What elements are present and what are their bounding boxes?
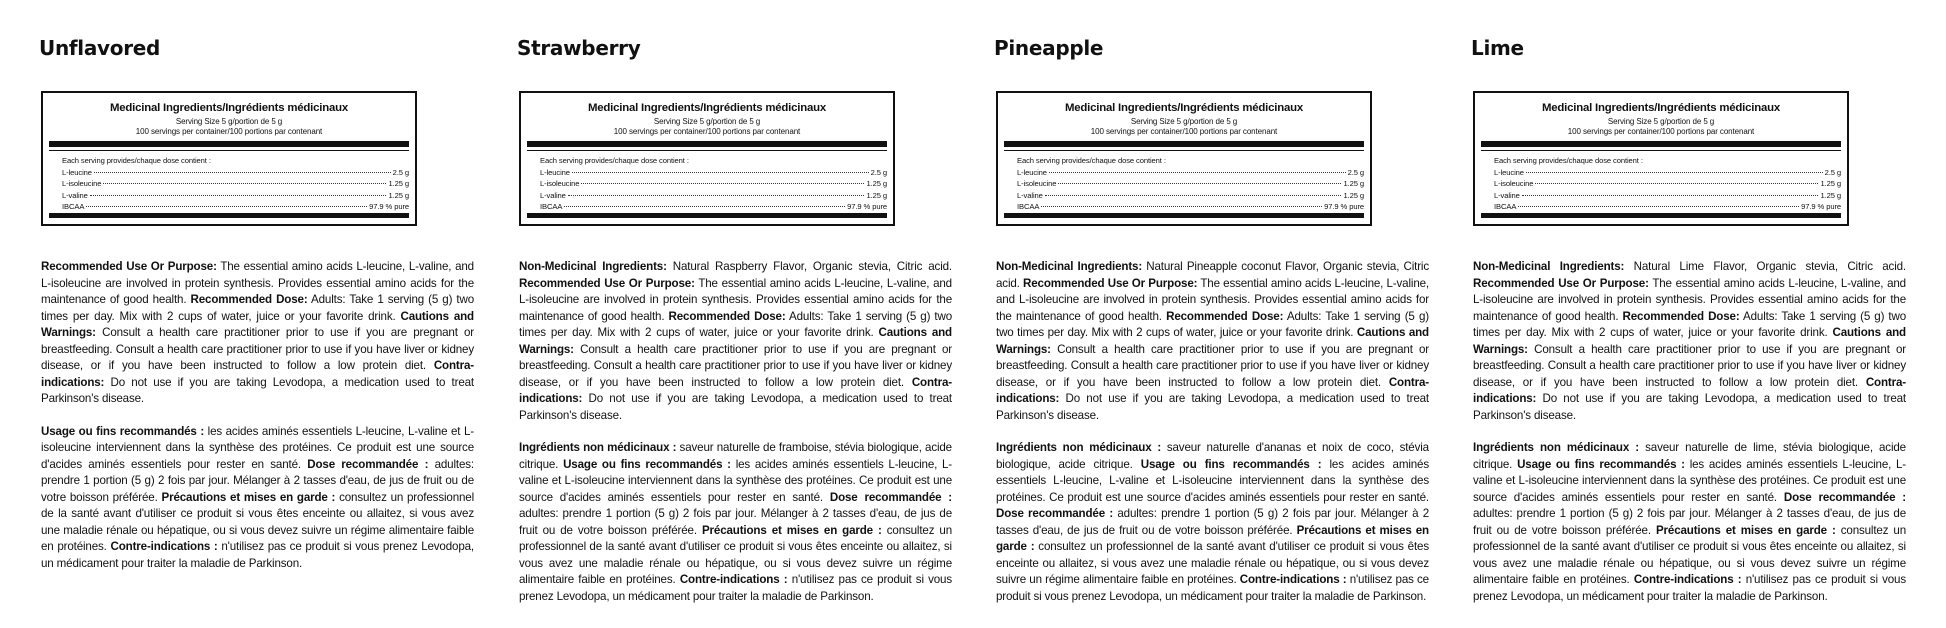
dot-leader — [564, 206, 845, 207]
usage-fr-text: les acides aminés essentiels L-leucine, L-valine et L-isoleucine interviennent dans la synthèse des protéines. Ce produit est une source d'acides aminés essentiels pour rester en santé. — [996, 457, 1429, 504]
ingredient-name: L-valine — [540, 190, 566, 200]
ingredient-name: IBCAA — [1494, 202, 1517, 212]
prec-fr-label: Précautions et mises en garde : — [161, 490, 336, 504]
serving-size: Serving Size 5 g/portion de 5 g — [653, 117, 761, 126]
rec-dose-label: Recommended Dose: — [668, 309, 786, 323]
ingredient-row — [1017, 168, 1364, 179]
ingredient-name: L-valine — [62, 190, 88, 200]
ingredient-value: 1.25 g — [866, 179, 887, 189]
ingredient-name: L-isoleucine — [1494, 179, 1534, 189]
ingredient-row — [540, 202, 887, 213]
french-paragraph — [996, 440, 1429, 605]
ingredient-name: IBCAA — [62, 202, 85, 212]
contra-fr-text: n'utilisez pas ce produit si vous prenez Levodopa, un médicament pour traiter la maladie de Parkinson. — [996, 573, 1429, 603]
contra-label: Contra-indications: — [519, 375, 952, 405]
dot-leader — [1526, 172, 1823, 173]
medicinal-ingredients-panel — [1473, 91, 1849, 226]
ingredient-value: 1.25 g — [1343, 179, 1364, 189]
thin-rule — [1004, 150, 1364, 151]
rec-use-label: Recommended Use Or Purpose: — [1473, 276, 1649, 290]
nmi-label: Non-Medicinal Ingredients: — [1473, 260, 1625, 273]
contra-text: Do not use if you are taking Levodopa, a medication used to treat Parkinson's disease. — [1473, 392, 1906, 422]
dose-fr-label: Dose recommandée : — [996, 507, 1114, 520]
rec-use-label: Recommended Use Or Purpose: — [41, 260, 217, 273]
thick-rule — [1481, 141, 1841, 147]
rec-use-text: The essential amino acids L-leucine, L-valine, and L-isoleucine are involved in protein synthesis. Provides essential amino acids for the maintenance of good health. — [996, 276, 1429, 323]
dot-leader — [90, 195, 387, 196]
ingredient-name: L-isoleucine — [540, 179, 580, 189]
contra-fr-label: Contre-indications : — [1239, 573, 1347, 586]
prec-fr-text: consultez un professionnel de la santé avant d'utiliser ce produit si vous êtes enceinte ou allaitez, si vous avez une maladie rénale ou hépatique, ou si vous devez suivre un régime alimentaire faible en protéines. — [996, 540, 1429, 586]
ingredient-row — [62, 179, 409, 190]
serving-intro: Each serving provides/chaque dose contient : — [1494, 156, 1643, 165]
ingredient-value: 97.9 % pure — [1324, 202, 1364, 212]
rec-use-text: The essential amino acids L-leucine, L-valine, and L-isoleucine are involved in protein synthesis. Provides essential amino acids for the maintenance of good health. — [1473, 276, 1906, 323]
ingredient-value: 1.25 g — [388, 179, 409, 189]
rec-dose-label: Recommended Dose: — [1622, 309, 1740, 323]
rec-dose-text: Adults: Take 1 serving (5 g) two times per day. Mix with 2 cups of water, juice or your favorite drink. — [1473, 309, 1907, 339]
ingredient-name: L-valine — [1017, 190, 1043, 200]
nmi-fr-text: saveur naturelle de lime, stévia biologique, acide citrique. — [1473, 441, 1906, 471]
ingredient-rows — [540, 168, 887, 214]
contra-label: Contra-indications: — [1473, 375, 1906, 405]
thin-rule — [527, 150, 887, 151]
dot-leader — [1041, 206, 1322, 207]
usage-fr-label: Usage ou fins recommandés : — [41, 424, 205, 438]
ingredient-value: 1.25 g — [1820, 179, 1841, 189]
ingredient-row — [1494, 168, 1841, 179]
thick-rule — [1004, 141, 1364, 147]
ingredient-name: L-isoleucine — [62, 179, 102, 189]
nmi-fr-label: Ingrédients non médicinaux : — [1473, 441, 1639, 454]
ingredient-row — [540, 168, 887, 179]
dot-leader — [86, 206, 367, 207]
contra-fr-text: n'utilisez pas ce produit si vous prenez Levodopa, un médicament pour traiter la maladie de Parkinson. — [1473, 573, 1906, 603]
dot-leader — [581, 183, 864, 184]
ingredient-value: 97.9 % pure — [1801, 202, 1841, 212]
flavor-title: Lime — [1471, 36, 1524, 60]
ingredient-value: 1.25 g — [388, 190, 409, 200]
ingredient-value: 2.5 g — [1824, 168, 1841, 177]
serving-intro: Each serving provides/chaque dose contient : — [1017, 156, 1166, 165]
ingredient-row — [1494, 202, 1841, 213]
thin-rule — [49, 150, 409, 151]
nmi-fr-label: Ingrédients non médicinaux : — [996, 441, 1162, 454]
dot-leader — [94, 172, 391, 173]
ingredient-name: L-leucine — [540, 168, 570, 177]
ingredient-row — [540, 191, 887, 202]
cautions-label: Cautions and Warnings: — [1473, 326, 1906, 356]
contra-fr-label: Contre-indications : — [110, 540, 218, 553]
contra-fr-label: Contre-indications : — [1633, 573, 1742, 586]
serving-size: Serving Size 5 g/portion de 5 g — [1130, 117, 1238, 126]
medicinal-ingredients-panel — [519, 91, 895, 226]
dot-leader — [1058, 183, 1341, 184]
contra-text: Do not use if you are taking Levodopa, a medication used to treat Parkinson's disease. — [519, 392, 952, 422]
servings-per-container: 100 servings per container/100 portions par contenant — [1567, 127, 1755, 136]
ingredient-row — [1494, 191, 1841, 202]
nmi-label: Non-Medicinal Ingredients: — [519, 260, 667, 273]
label-text — [996, 259, 1429, 621]
ingredient-row — [1017, 191, 1364, 202]
ingredient-name: L-leucine — [62, 168, 92, 177]
dot-leader — [1522, 195, 1819, 196]
english-paragraph — [1473, 259, 1906, 424]
cautions-label: Cautions and Warnings: — [41, 309, 474, 339]
thick-rule — [527, 141, 887, 147]
nmi-text: Natural Lime Flavor, Organic stevia, Citric acid. — [1624, 260, 1906, 273]
rec-use-label: Recommended Use Or Purpose: — [1023, 276, 1198, 290]
flavor-title: Unflavored — [39, 36, 161, 60]
bottom-rule — [527, 213, 887, 218]
nmi-fr-label: Ingrédients non médicinaux : — [519, 441, 677, 454]
prec-fr-label: Précautions et mises en garde : — [996, 523, 1429, 553]
nmi-fr-text: saveur naturelle d'ananas et noix de coco, stévia biologique, acide citrique. — [996, 441, 1429, 471]
rec-dose-label: Recommended Dose: — [1166, 309, 1284, 323]
nmi-label: Non-Medicinal Ingredients: — [996, 260, 1143, 273]
servings-per-container: 100 servings per container/100 portions par contenant — [613, 127, 801, 136]
nmi-wrap — [519, 260, 952, 273]
prec-fr-label: Précautions et mises en garde : — [701, 523, 882, 537]
english-paragraph — [41, 259, 474, 408]
usage-fr-text: les acides aminés essentiels L-leucine, L-valine et L-isoleucine interviennent dans la synthèse des protéines. Ce produit est une source d'acides aminés essentiels pour rester en santé. — [1473, 457, 1907, 504]
cautions-text: Consult a health care practitioner prior to use if you are pregnant or breastfeeding. Consult a health care practitioner prior to use if you have liver or kidney disease, or if you have been instructed to follow a low protein diet. — [519, 342, 952, 389]
contra-fr-text: n'utilisez pas ce produit si vous prenez Levodopa, un médicament pour traiter la maladie de Parkinson. — [41, 540, 474, 570]
ingredient-row — [1017, 202, 1364, 213]
ingredient-row — [1494, 179, 1841, 190]
rec-use-text: The essential amino acids L-leucine, L-valine, and L-isoleucine are involved in protein synthesis. Provides essential amino acids for the maintenance of good health. — [41, 260, 474, 306]
french-paragraph — [1473, 440, 1906, 605]
cautions-label: Cautions and Warnings: — [519, 326, 952, 356]
cautions-text: Consult a health care practitioner prior to use if you are pregnant or breastfeeding. Consult a health care practitioner prior to use if you have liver or kidney disease, or if you have been instructed to follow a low protein diet. — [1473, 342, 1906, 389]
usage-fr-text: les acides aminés essentiels L-leucine, L-valine et L-isoleucine interviennent dans la synthèse des protéines. Ce produit est une source d'acides aminés essentiels pour rester en santé. — [41, 424, 474, 471]
rec-use-label: Recommended Use Or Purpose: — [519, 276, 695, 290]
dot-leader — [1535, 183, 1818, 184]
dose-fr-label: Dose recommandée : — [307, 457, 429, 471]
contra-label: Contra-indications: — [996, 375, 1429, 405]
rec-dose-text: Adults: Take 1 serving (5 g) two times per day. Mix with 2 cups of water, juice or your favorite drink. — [519, 309, 953, 339]
nmi-text: Natural Raspberry Flavor, Organic stevia, Citric acid. — [666, 260, 952, 273]
usage-fr-label: Usage ou fins recommandés : — [1517, 457, 1685, 471]
ingredient-rows — [62, 168, 409, 214]
dot-leader — [572, 172, 869, 173]
contra-fr-label: Contre-indications : — [679, 573, 788, 586]
contra-text: Do not use if you are taking Levodopa, a medication used to treat Parkinson's disease. — [996, 392, 1429, 422]
ingredient-value: 97.9 % pure — [847, 202, 887, 212]
usage-fr-label: Usage ou fins recommandés : — [1140, 457, 1322, 471]
ingredient-name: L-leucine — [1017, 168, 1047, 177]
english-paragraph — [996, 259, 1429, 424]
panel-title: Medicinal Ingredients/Ingrédients médicinaux — [587, 102, 827, 114]
ingredient-value: 2.5 g — [1347, 168, 1364, 177]
serving-size: Serving Size 5 g/portion de 5 g — [1607, 117, 1715, 126]
dot-leader — [1518, 206, 1799, 207]
english-paragraph — [519, 259, 952, 424]
servings-per-container: 100 servings per container/100 portions par contenant — [1090, 127, 1278, 136]
dose-fr-text: adultes: prendre 1 portion (5 g) 2 fois par jour. Mélanger à 2 tasses d'eau, de jus de fruit ou de votre boisson préférée. — [1473, 507, 1906, 537]
servings-per-container: 100 servings per container/100 portions par contenant — [135, 127, 323, 136]
ingredient-value: 2.5 g — [870, 168, 887, 177]
ingredient-row — [62, 202, 409, 213]
ingredient-row — [62, 168, 409, 179]
rec-use-text: The essential amino acids L-leucine, L-valine, and L-isoleucine are involved in protein synthesis. Provides essential amino acids for the maintenance of good health. — [519, 276, 952, 323]
nmi-fr-text: saveur naturelle de framboise, stévia biologique, acide citrique. — [519, 441, 952, 471]
cautions-label: Cautions and Warnings: — [996, 326, 1429, 356]
thin-rule — [1481, 150, 1841, 151]
label-text — [1473, 259, 1906, 621]
medicinal-ingredients-panel — [996, 91, 1372, 226]
dose-fr-label: Dose recommandée : — [1783, 490, 1906, 504]
ingredient-value: 1.25 g — [1820, 190, 1841, 200]
serving-intro: Each serving provides/chaque dose contient : — [540, 156, 689, 165]
dose-fr-label: Dose recommandée : — [829, 490, 952, 504]
ingredient-row — [540, 179, 887, 190]
french-paragraph — [41, 424, 474, 573]
dose-fr-text: adultes: prendre 1 portion (5 g) 2 fois par jour. Mélanger à 2 tasses d'eau, de jus de fruit ou de votre boisson préférée. — [41, 457, 474, 504]
ingredient-name: L-valine — [1494, 190, 1520, 200]
ingredient-value: 97.9 % pure — [369, 202, 409, 212]
ingredient-value: 1.25 g — [866, 190, 887, 200]
bottom-rule — [49, 213, 409, 218]
contra-text: Do not use if you are taking Levodopa, a medication used to treat Parkinson's disease. — [41, 375, 474, 405]
bottom-rule — [1004, 213, 1364, 218]
nmi-wrap — [1473, 260, 1906, 273]
french-paragraph — [519, 440, 952, 605]
flavor-title: Strawberry — [517, 36, 641, 60]
ingredient-name: IBCAA — [540, 202, 563, 212]
dot-leader — [1049, 172, 1346, 173]
dot-leader — [568, 195, 865, 196]
ingredient-row — [1017, 179, 1364, 190]
ingredient-value: 2.5 g — [392, 168, 409, 177]
dot-leader — [1045, 195, 1342, 196]
dose-fr-text: adultes: prendre 1 portion (5 g) 2 fois par jour. Mélanger à 2 tasses d'eau, de jus de fruit ou de votre boisson préférée. — [996, 507, 1429, 537]
dose-fr-text: adultes: prendre 1 portion (5 g) 2 fois par jour. Mélanger à 2 tasses d'eau, de jus de fruit ou de votre boisson préférée. — [519, 507, 952, 537]
panel-title: Medicinal Ingredients/Ingrédients médicinaux — [1541, 102, 1781, 114]
prec-fr-text: consultez un professionnel de la santé avant d'utiliser ce produit si vous êtes enceinte ou allaitez, si vous avez une maladie rénale ou hépatique, ou si vous devez suivre un régime alimentaire faible en protéines. — [1473, 523, 1907, 586]
ingredient-value: 1.25 g — [1343, 190, 1364, 200]
rec-dose-text: Adults: Take 1 serving (5 g) two times per day. Mix with 2 cups of water, juice or your favorite drink. — [996, 309, 1429, 339]
ingredient-name: L-leucine — [1494, 168, 1524, 177]
dot-leader — [103, 183, 386, 184]
medicinal-ingredients-panel — [41, 91, 417, 226]
prec-fr-text: consultez un professionnel de la santé avant d'utiliser ce produit si vous êtes enceinte ou allaitez, si vous avez une maladie rénale ou hépatique, ou si vous devez suivre un régime alimentaire faible en protéines. — [41, 490, 475, 553]
thick-rule — [49, 141, 409, 147]
prec-fr-text: consultez un professionnel de la santé avant d'utiliser ce produit si vous êtes enceinte ou allaitez, si vous avez une maladie rénale ou hépatique, ou si vous devez suivre un régime alimentaire faible en protéines. — [519, 523, 953, 586]
bottom-rule — [1481, 213, 1841, 218]
ingredient-row — [62, 191, 409, 202]
rec-dose-text: Adults: Take 1 serving (5 g) two times per day. Mix with 2 cups of water, juice or your favorite drink. — [41, 293, 475, 323]
ingredient-name: L-isoleucine — [1017, 179, 1057, 189]
rec-dose-label: Recommended Dose: — [190, 293, 308, 306]
panel-title: Medicinal Ingredients/Ingrédients médicinaux — [1064, 102, 1304, 114]
label-text — [519, 259, 952, 621]
nmi-text: Natural Pineapple coconut Flavor, Organic stevia, Citric acid. — [996, 260, 1429, 290]
contra-label: Contra-indications: — [41, 359, 474, 389]
usage-fr-label: Usage ou fins recommandés : — [563, 457, 731, 471]
flavor-title: Pineapple — [994, 36, 1104, 60]
panel-title: Medicinal Ingredients/Ingrédients médicinaux — [109, 102, 349, 114]
usage-fr-text: les acides aminés essentiels L-leucine, L-valine et L-isoleucine interviennent dans la synthèse des protéines. Ce produit est une source d'acides aminés essentiels pour rester en santé. — [519, 457, 953, 504]
prec-fr-label: Précautions et mises en garde : — [1655, 523, 1836, 537]
cautions-text: Consult a health care practitioner prior to use if you are pregnant or breastfeeding. Consult a health care practitioner prior to use if you have liver or kidney disease, or if you have been instructed to follow a low protein diet. — [41, 326, 474, 372]
cautions-text: Consult a health care practitioner prior to use if you are pregnant or breastfeeding. Consult a health care practitioner prior to use if you have liver or kidney disease, or if you have been instructed to follow a low protein diet. — [996, 342, 1429, 389]
ingredient-name: IBCAA — [1017, 202, 1040, 212]
contra-fr-text: n'utilisez pas ce produit si vous prenez Levodopa, un médicament pour traiter la maladie de Parkinson. — [519, 573, 952, 603]
ingredient-rows — [1017, 168, 1364, 214]
label-text — [41, 259, 474, 588]
serving-size: Serving Size 5 g/portion de 5 g — [175, 117, 283, 126]
ingredient-rows — [1494, 168, 1841, 214]
serving-intro: Each serving provides/chaque dose contient : — [62, 156, 211, 165]
